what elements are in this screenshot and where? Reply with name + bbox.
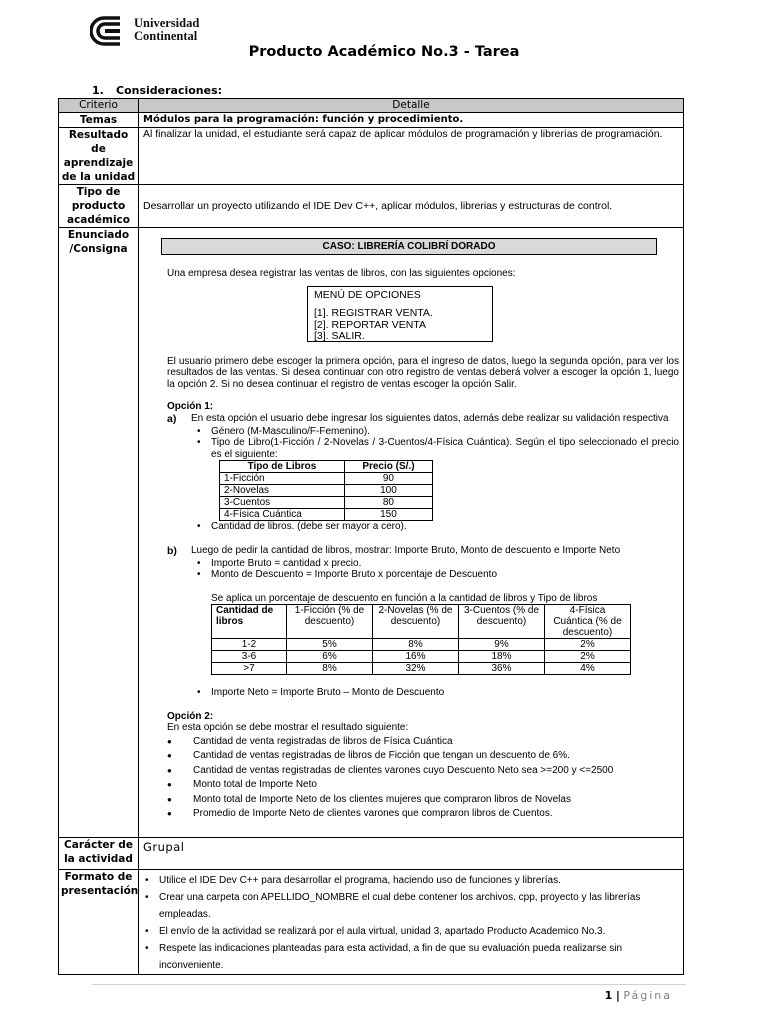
- temas-label: Temas: [59, 113, 139, 128]
- list-item: ● Cantidad de ventas registradas de libros de Ficción que tengan un descuento de 6%.: [167, 749, 679, 764]
- a-bullets: [195, 426, 679, 461]
- b-text: Luego de pedir la cantidad de libros, mostrar: Importe Bruto, Monto de descuento e Importe Neto: [191, 544, 621, 556]
- resultado-value: Al finalizar la unidad, el estudiante será capaz de aplicar módulos de programación y librerías de programación.: [139, 128, 684, 185]
- formato-list: [143, 872, 679, 974]
- footer-divider: [92, 984, 686, 985]
- logo-text: Universidad Continental: [134, 16, 200, 43]
- discount-table: [211, 604, 631, 675]
- list-item: • El envío de la actividad se realizará por el aula virtual, unidad 3, apartado Producto Academico No.3.: [143, 923, 679, 940]
- a-bullets-2: [195, 521, 679, 533]
- considerations-table: [58, 98, 684, 975]
- list-item: • Crear una carpeta con APELLIDO_NOMBRE el cual debe contener los archivos. cpp, proyecto y las librerías empleadas.: [143, 889, 679, 923]
- list-item: ● Cantidad de venta registradas de libros de Física Cuántica: [167, 735, 679, 750]
- tipo-label: Tipo de producto académico: [59, 185, 139, 228]
- instructions-text: El usuario primero debe escoger la primera opción, para el ingreso de datos, luego la segunda opción, para ver los resultados de las ventas. Si desea continuar con otro registro de ventas deberá volver a escoger la opción 1, luego la opción 2. Si no desea continuar el registro de ventas escoger la opción Salir.: [167, 355, 679, 390]
- discount-intro: Se aplica un porcentaje de descuento en función a la cantidad de libros y Tipo de libros: [211, 592, 598, 604]
- tipo-value: Desarrollar un proyecto utilizando el IDE Dev C++, aplicar módulos, librerias y estructuras de control.: [139, 185, 684, 228]
- document-title: Producto Académico No.3 - Tarea: [248, 44, 520, 60]
- list-item: • Monto de Descuento = Importe Bruto x porcentaje de Descuento: [195, 569, 679, 581]
- tipo-row: [59, 185, 684, 228]
- a-marker: a): [167, 412, 177, 425]
- price-header-type: Tipo de Libros: [220, 461, 345, 473]
- menu-item-3: [3]. SALIR.: [314, 330, 365, 342]
- options-menu-box: [307, 286, 493, 342]
- table-row: 3-Cuentos 80: [220, 497, 433, 509]
- b-marker: b): [167, 544, 177, 557]
- price-table: [219, 460, 433, 521]
- detalle-header: Detalle: [139, 99, 684, 113]
- enunciado-row: [59, 228, 684, 838]
- criterio-header: Criterio: [59, 99, 139, 113]
- table-row: 1-Ficción 90: [220, 473, 433, 485]
- logo-mark-icon: [90, 14, 130, 48]
- table-row: 1-2 5% 8% 9% 2%: [212, 639, 631, 651]
- menu-item-2: [2]. REPORTAR VENTA: [314, 318, 427, 331]
- list-item: • Cantidad de libros. (debe ser mayor a cero).: [195, 521, 679, 533]
- table-row: 4-Física Cuántica 150: [220, 509, 433, 521]
- enunciado-content: [139, 228, 684, 838]
- list-item: ● Promedio de Importe Neto de clientes varones que compraron libros de Cuentos.: [167, 807, 679, 822]
- page-number: 1: [604, 989, 613, 1002]
- caracter-value: Grupal: [139, 838, 684, 870]
- b-bullets-2: [195, 687, 679, 699]
- section-heading: 1. Consideraciones:: [92, 84, 223, 97]
- a-text: En esta opción el usuario debe ingresar los siguientes datos, además debe realizar su validación respectiva: [191, 412, 669, 424]
- table-header-row: [59, 99, 684, 113]
- formato-label: Formato de presentación: [59, 870, 139, 975]
- table-row: 3-6 6% 16% 18% 2%: [212, 651, 631, 663]
- opcion2-title: Opción 2:: [167, 710, 214, 722]
- caracter-row: [59, 838, 684, 870]
- disc-header-novelas: 2-Novelas (% de descuento): [373, 605, 459, 639]
- formato-row: [59, 870, 684, 975]
- page-label: Página: [623, 989, 672, 1002]
- caso-title: CASO: LIBRERÍA COLIBRÍ DORADO: [161, 238, 657, 255]
- disc-header-ficcion: 1-Ficción (% de descuento): [287, 605, 373, 639]
- menu-title: MENÚ DE OPCIONES: [314, 288, 421, 301]
- list-item: ● Monto total de Importe Neto de los clientes mujeres que compraron libros de Novelas: [167, 793, 679, 808]
- university-logo: [90, 14, 210, 48]
- list-item: ● Cantidad de ventas registradas de clientes varones cuyo Descuento Neto sea >=200 y <=2500: [167, 764, 679, 779]
- table-row: 2-Novelas 100: [220, 485, 433, 497]
- opcion2-intro: En esta opción se debe mostrar el resultado siguiente:: [167, 722, 409, 733]
- list-item: • Importe Neto = Importe Bruto – Monto de Descuento: [195, 687, 679, 699]
- opcion1-title: Opción 1:: [167, 401, 214, 412]
- list-item: • Importe Bruto = cantidad x precio.: [195, 558, 679, 570]
- formato-content: [139, 870, 684, 975]
- price-header-price: Precio (S/.): [344, 461, 432, 473]
- list-item: ● Monto total de Importe Neto: [167, 778, 679, 793]
- resultado-label: Resultado de aprendizaje de la unidad: [59, 128, 139, 185]
- list-item: • Tipo de Libro(1-Ficción / 2-Novelas / 3-Cuentos/4-Física Cuántica). Según el tipo seleccionado el precio es el siguiente:: [195, 437, 679, 460]
- disc-header-qty: Cantidad de libros: [212, 605, 287, 639]
- table-row: >7 8% 32% 36% 4%: [212, 663, 631, 675]
- page-footer: [605, 989, 672, 1002]
- caracter-label: Carácter de la actividad: [59, 838, 139, 870]
- intro-text: Una empresa desea registrar las ventas de libros, con las siguientes opciones:: [167, 268, 516, 279]
- disc-header-cuentos: 3-Cuentos (% de descuento): [459, 605, 545, 639]
- disc-header-fisica: 4-Física Cuántica (% de descuento): [545, 605, 631, 639]
- page-separator: |: [615, 989, 620, 1002]
- menu-item-1: [1]. REGISTRAR VENTA.: [314, 307, 433, 319]
- list-item: • Utilice el IDE Dev C++ para desarrollar el programa, haciendo uso de funciones y librerías.: [143, 872, 679, 889]
- opcion2-list: [167, 735, 679, 822]
- list-item: • Respete las indicaciones planteadas para esta actividad, a fin de que su evaluación pueda realizarse sin inconveniente.: [143, 940, 679, 974]
- list-item: • Género (M-Masculino/F-Femenino).: [195, 426, 679, 438]
- resultado-row: [59, 128, 684, 185]
- temas-value: Módulos para la programación: función y procedimiento.: [139, 113, 684, 128]
- b-bullets: [195, 558, 679, 581]
- temas-row: [59, 113, 684, 128]
- enunciado-label: Enunciado /Consigna: [59, 228, 139, 838]
